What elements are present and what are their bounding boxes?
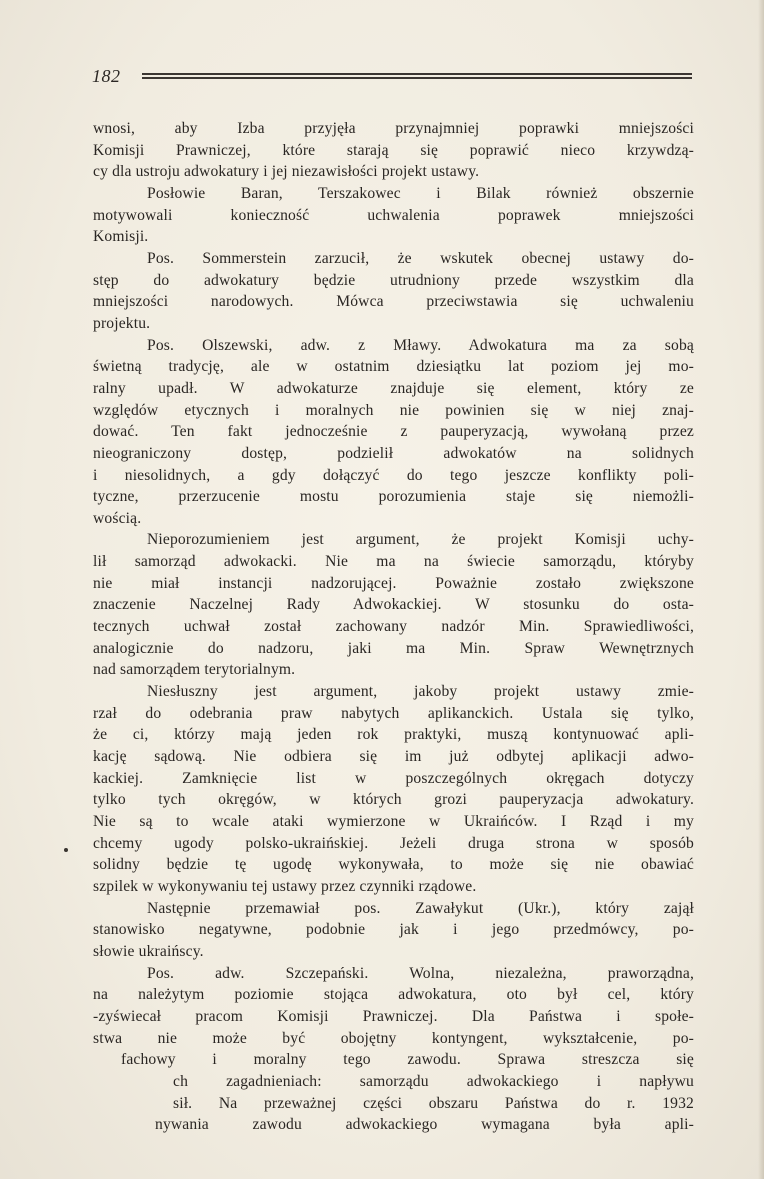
- text-line: fachowy i moralny tego zawodu. Sprawa streszcza się: [121, 1051, 694, 1069]
- text-line: Nieporozumieniem jest argument, że projekt Komisji uchy-: [147, 531, 694, 549]
- text-line: Komisji.: [93, 228, 149, 246]
- page-header: [92, 64, 692, 88]
- text-line: nieograniczony dostęp, podzielił adwokatów na solidnych: [93, 444, 694, 462]
- paragraph: [93, 898, 694, 963]
- paragraph: [93, 335, 694, 530]
- paragraph: [93, 681, 694, 898]
- text-line: na należytym poziomie stojąca adwokatura, oto był cel, który: [93, 986, 694, 1004]
- text-line: ch zagadnieniach: samorządu adwokackiego i napływu: [173, 1072, 694, 1090]
- text-line: Komisji Prawniczej, które starają się poprawić nieco krzywdzą-: [93, 141, 694, 159]
- text-line: motywowali konieczność uchwalenia poprawek mniejszości: [93, 206, 694, 224]
- text-line: projektu.: [93, 314, 151, 332]
- body-text: [93, 118, 694, 1136]
- text-line: ralny upadł. W adwokaturze znajduje się element, który ze: [93, 379, 694, 397]
- text-line: wnosi, aby Izba przyjęła przynajmniej poprawki mniejszości: [93, 120, 694, 137]
- text-line: wością.: [93, 509, 142, 527]
- text-line: tecznych uchwał został zachowany nadzór Min. Sprawiedliwości,: [93, 618, 694, 636]
- text-line: stwa nie może być obojętny kontyngent, wykształcenie, po-: [93, 1029, 694, 1047]
- header-double-rule: [142, 72, 692, 80]
- text-line: tylko tych okręgów, w których grozi pauperyzacja adwokatury.: [93, 791, 694, 809]
- text-line: kację sądową. Nie odbiera się im już odbytej aplikacji adwo-: [93, 748, 694, 766]
- text-line: stanowisko negatywne, podobnie jak i jego przedmówcy, po-: [93, 921, 694, 939]
- text-line: Pos. adw. Szczepański. Wolna, niezależna, praworządna,: [147, 964, 694, 982]
- text-line: nad samorządem terytorialnym.: [93, 661, 296, 679]
- paragraph: [93, 118, 694, 183]
- text-line: słowie ukraińscy.: [93, 942, 204, 960]
- text-line: mniejszości narodowych. Mówca przeciwstawia się uchwaleniu: [93, 293, 694, 311]
- page-number: 182: [92, 65, 121, 86]
- text-line: Następnie przemawiał pos. Zawałykut (Ukr.), który zajął: [147, 899, 694, 917]
- text-line: tyczne, przerzucenie mostu porozumienia staje się niemożli-: [93, 488, 694, 506]
- ink-dot-mark: [64, 848, 68, 852]
- text-line: świetną tradycję, ale w ostatnim dziesiątku lat poziom jej mo-: [93, 358, 694, 376]
- text-line: znaczenie Naczelnej Rady Adwokackiej. W stosunku do osta-: [93, 596, 694, 614]
- text-line: nywania zawodu adwokackiego wymagana była apli-: [155, 1116, 694, 1134]
- text-line: Pos. Olszewski, adw. z Mławy. Adwokatura ma za sobą: [147, 336, 694, 354]
- header-rule-top: [142, 73, 692, 75]
- text-line: -zyświecał pracom Komisji Prawniczej. Dla Państwa i społe-: [93, 1007, 694, 1025]
- text-line: Pos. Sommerstein zarzucił, że wskutek obecnej ustawy do-: [147, 249, 694, 267]
- text-line: i niesolidnych, a gdy dołączyć do tego jeszcze konflikty poli-: [93, 466, 694, 484]
- paragraph: [93, 183, 694, 248]
- paragraph: [93, 963, 694, 1136]
- text-line: cy dla ustroju adwokatury i jej niezawisłości projekt ustawy.: [93, 163, 480, 181]
- text-line: Niesłuszny jest argument, jakoby projekt ustawy zmie-: [147, 683, 694, 701]
- text-line: rzał do odebrania praw nabytych aplikanckich. Ustala się tylko,: [93, 704, 694, 722]
- text-line: analogicznie do nadzoru, jaki ma Min. Spraw Wewnętrznych: [93, 639, 694, 657]
- text-line: nie miał instancji nadzorującej. Poważnie zostało zwiększone: [93, 574, 694, 592]
- text-line: chcemy ugody polsko-ukraińskiej. Jeżeli druga strona w sposób: [93, 834, 694, 852]
- text-line: sił. Na przeważnej części obszaru Państwa do r. 1932: [173, 1094, 694, 1112]
- text-line: że ci, którzy mają jeden rok praktyki, muszą kontynuować apli-: [93, 726, 694, 744]
- text-line: dować. Ten fakt jednocześnie z pauperyzacją, wywołaną przez: [93, 423, 694, 441]
- paragraph: [93, 529, 694, 681]
- text-line: względów etycznych i moralnych nie powinien się w niej znaj-: [93, 401, 694, 419]
- header-rule-bottom: [142, 77, 692, 79]
- text-line: lił samorząd adwokacki. Nie ma na świecie samorządu, któryby: [93, 553, 694, 571]
- text-line: kackiej. Zamknięcie list w poszczególnych okręgach dotyczy: [93, 769, 694, 787]
- paragraph: [93, 248, 694, 335]
- text-line: Nie są to wcale ataki wymierzone w Ukraińców. I Rząd i my: [93, 813, 694, 830]
- text-line: szpilek w wykonywaniu tej ustawy przez czynniki rządowe.: [93, 877, 477, 895]
- text-line: stęp do adwokatury będzie utrudniony przede wszystkim dla: [93, 271, 694, 289]
- text-line: solidny będzie tę ugodę wykonywała, to może się nie obawiać: [93, 856, 694, 874]
- text-line: Posłowie Baran, Terszakowec i Bilak również obszernie: [147, 184, 694, 202]
